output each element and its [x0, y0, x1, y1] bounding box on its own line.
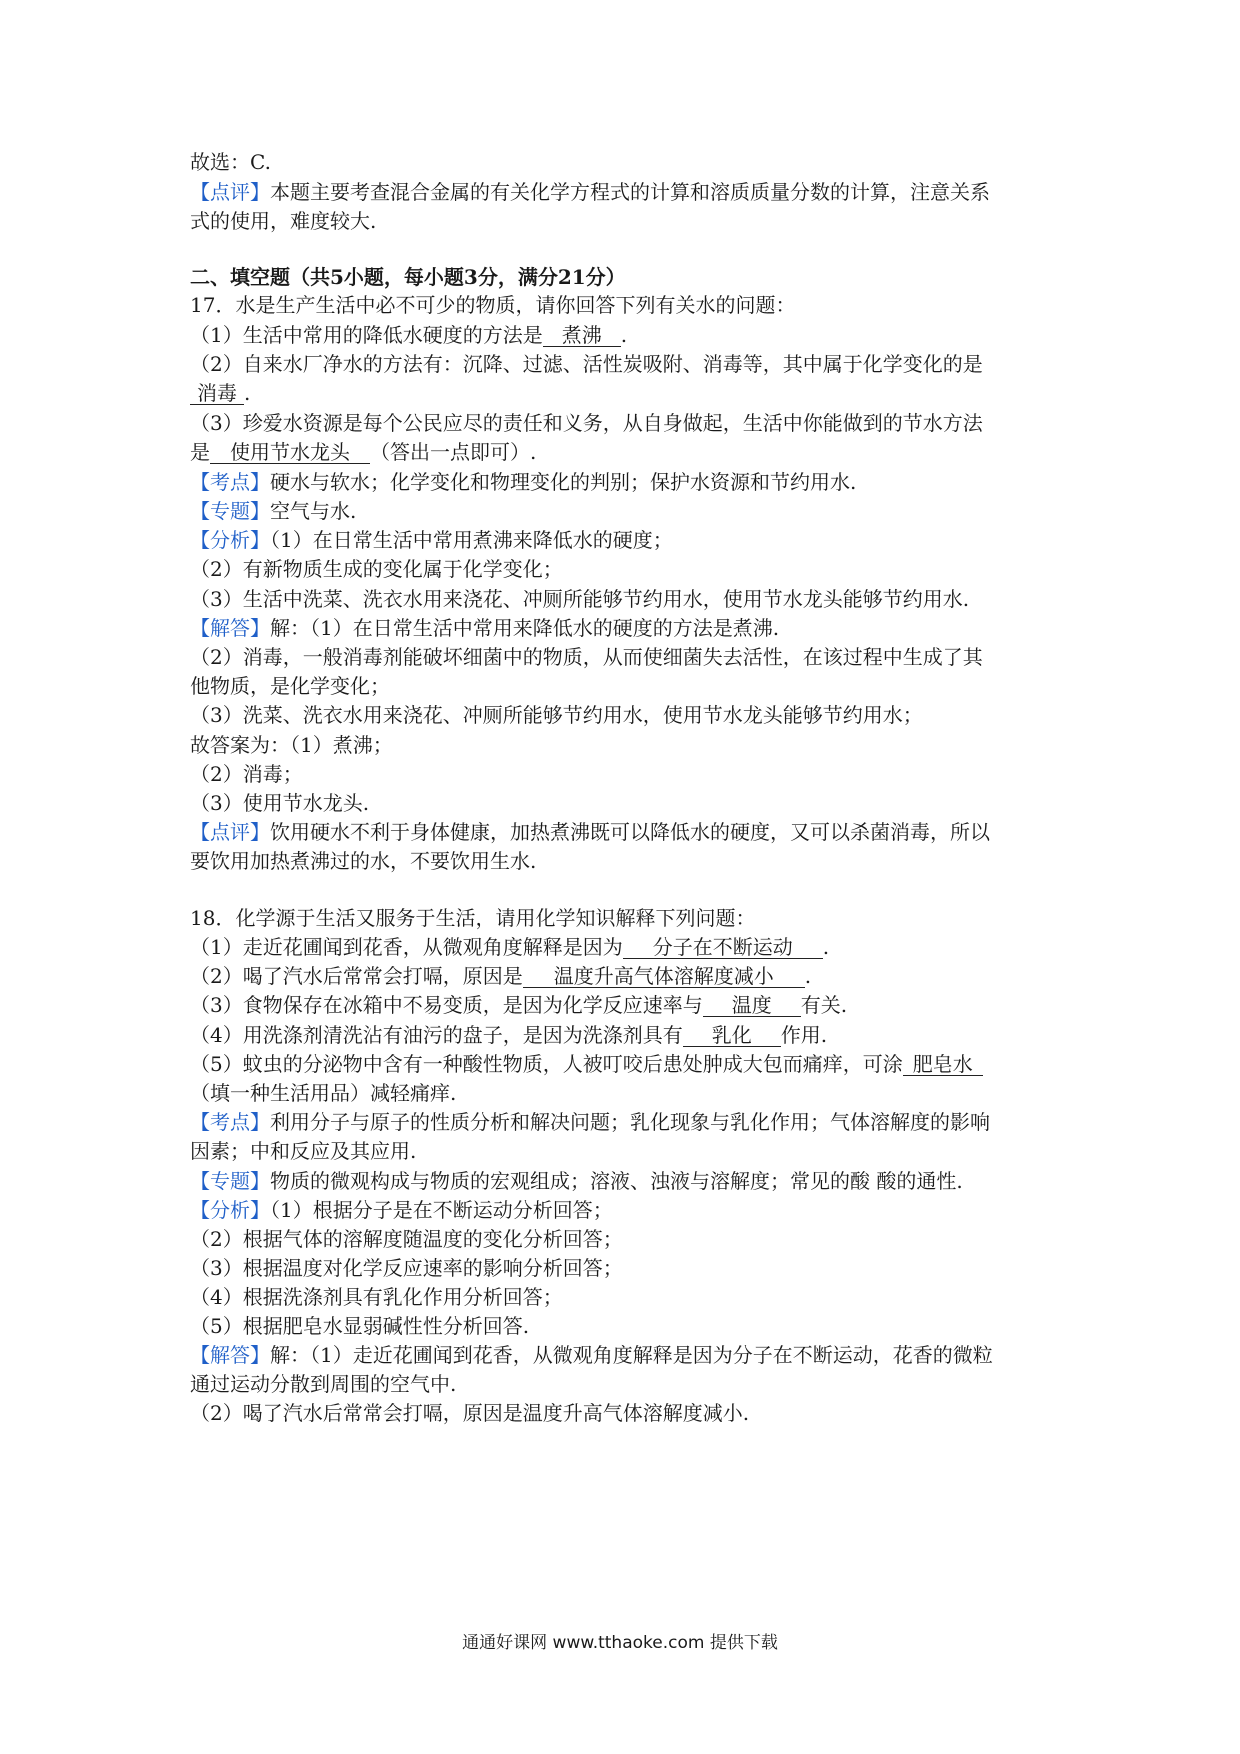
q17-answer-3: （3）使用节水龙头. — [190, 791, 370, 815]
text: . — [804, 964, 812, 988]
text: （2）喝了汽水后常常会打嗝，原因是 — [190, 964, 523, 988]
text: （1）在日常生活中常用煮沸来降低水的硬度； — [270, 528, 673, 552]
q18-stem: 18．化学源于生活又服务于生活，请用化学知识解释下列问题： — [190, 906, 756, 930]
q18-part1 — [190, 935, 1070, 959]
text: . — [244, 381, 251, 405]
text: 利用分子与原子的性质分析和解决问题；乳化现象与乳化作用；气体溶解度的影响 — [270, 1110, 990, 1134]
text: 解：（1）在日常生活中常用来降低水的硬度的方法是煮沸. — [270, 616, 780, 640]
section-title: 二、填空题（共5小题，每小题3分，满分21分） — [190, 265, 626, 289]
q17-kaodian — [190, 470, 1070, 494]
text: （答出一点即可）. — [370, 440, 537, 464]
tag-kaodian: 【考点】 — [190, 470, 270, 494]
text: 饮用硬水不利于身体健康，加热煮沸既可以降低水的硬度，又可以杀菌消毒，所以 — [270, 820, 990, 844]
text: （4）用洗涤剂清洗沾有油污的盘子，是因为洗涤剂具有 — [190, 1023, 683, 1047]
q18-kaodian-2: 因素；中和反应及其应用. — [190, 1139, 417, 1163]
tag-review: 【点评】 — [190, 820, 270, 844]
answer-blank: 使用节水龙头 — [210, 441, 370, 464]
tag-kaodian: 【考点】 — [190, 1110, 270, 1134]
text: . — [620, 323, 628, 347]
q18-part5-line2: （填一种生活用品）减轻痛痒. — [190, 1081, 457, 1105]
q18-part4 — [190, 1023, 1070, 1047]
q17-fenxi-2: （2）有新物质生成的变化属于化学变化； — [190, 557, 563, 581]
q17-jieda-4: （3）洗菜、洗衣水用来浇花、冲厕所能够节约用水，使用节水龙头能够节约用水； — [190, 703, 923, 727]
q17-answer-2: （2）消毒； — [190, 762, 303, 786]
answer-blank: 乳化 — [683, 1024, 781, 1047]
review-intro-line2: 式的使用，难度较大. — [190, 209, 377, 233]
q17-review-2: 要饮用加热煮沸过的水，不要饮用生水. — [190, 849, 537, 873]
answer-choice: 故选：C. — [190, 150, 271, 174]
q18-jieda-2: 通过运动分散到周围的空气中. — [190, 1372, 457, 1396]
tag-fenxi: 【分析】 — [190, 1198, 270, 1222]
page-footer: 通通好课网 www.tthaoke.com 提供下载 — [462, 1633, 778, 1653]
q18-part5-line1 — [190, 1052, 1070, 1076]
answer-blank: 消毒 — [190, 382, 244, 405]
q17-review-1 — [190, 820, 1070, 844]
q18-fenxi-2: （2）根据气体的溶解度随温度的变化分析回答； — [190, 1227, 623, 1251]
q17-part3-line2 — [190, 440, 1070, 464]
text: （1）根据分子是在不断运动分析回答； — [270, 1198, 613, 1222]
q18-fenxi-1 — [190, 1198, 1070, 1222]
text: 硬水与软水；化学变化和物理变化的判别；保护水资源和节约用水. — [270, 470, 857, 494]
answer-blank: 煮沸 — [543, 324, 621, 347]
q18-part2 — [190, 964, 1070, 988]
q17-jieda-2: （2）消毒，一般消毒剂能破坏细菌中的物质，从而使细菌失去活性，在该过程中生成了其 — [190, 645, 983, 669]
q17-stem: 17．水是生产生活中必不可少的物质，请你回答下列有关水的问题： — [190, 293, 796, 317]
tag-zhuanti: 【专题】 — [190, 499, 270, 523]
q17-part3-line1: （3）珍爱水资源是每个公民应尽的责任和义务，从自身做起，生活中你能做到的节水方法 — [190, 411, 983, 435]
text: 是 — [190, 440, 210, 464]
review-intro-line1 — [190, 180, 1070, 204]
tag-jieda: 【解答】 — [190, 616, 270, 640]
q17-part2-line2 — [190, 381, 1070, 405]
text: 空气与水. — [270, 499, 357, 523]
tag-jieda: 【解答】 — [190, 1343, 270, 1367]
text: （3）食物保存在冰箱中不易变质，是因为化学反应速率与 — [190, 993, 703, 1017]
text: 物质的微观构成与物质的宏观组成；溶液、浊液与溶解度；常见的酸 酸的通性. — [270, 1169, 963, 1193]
q17-jieda-3: 他物质，是化学变化； — [190, 674, 390, 698]
text: 有关. — [800, 993, 848, 1017]
text: （5）蚊虫的分泌物中含有一种酸性物质，人被叮咬后患处肿成大包而痛痒，可涂 — [190, 1052, 903, 1076]
q17-fenxi-1 — [190, 528, 1070, 552]
text: 作用. — [780, 1023, 828, 1047]
q18-zhuanti — [190, 1169, 1070, 1193]
q17-zhuanti — [190, 499, 1070, 523]
q17-jieda-1 — [190, 616, 1070, 640]
q17-answer-1: 故答案为：（1）煮沸； — [190, 733, 393, 757]
text: . — [822, 935, 830, 959]
q18-jieda-1 — [190, 1343, 1070, 1367]
q18-jieda-3: （2）喝了汽水后常常会打嗝，原因是温度升高气体溶解度减小. — [190, 1401, 750, 1425]
text: （1）走近花圃闻到花香，从微观角度解释是因为 — [190, 935, 623, 959]
answer-blank: 温度 — [703, 994, 801, 1017]
tag-zhuanti: 【专题】 — [190, 1169, 270, 1193]
answer-blank: 温度升高气体溶解度减小 — [523, 965, 805, 988]
answer-blank: 肥皂水 — [903, 1053, 983, 1076]
q17-fenxi-3: （3）生活中洗菜、洗衣水用来浇花、冲厕所能够节约用水，使用节水龙头能够节约用水. — [190, 587, 970, 611]
tag-review: 【点评】 — [190, 180, 270, 204]
q18-kaodian-1 — [190, 1110, 1070, 1134]
q18-fenxi-5: （5）根据肥皂水显弱碱性性分析回答. — [190, 1314, 530, 1338]
q18-fenxi-3: （3）根据温度对化学反应速率的影响分析回答； — [190, 1256, 623, 1280]
answer-blank: 分子在不断运动 — [623, 936, 823, 959]
text: 本题主要考查混合金属的有关化学方程式的计算和溶质质量分数的计算，注意关系 — [270, 180, 990, 204]
q18-part3 — [190, 993, 1070, 1017]
q17-part1 — [190, 323, 1070, 347]
q17-part2-line1: （2）自来水厂净水的方法有：沉降、过滤、活性炭吸附、消毒等，其中属于化学变化的是 — [190, 352, 983, 376]
tag-fenxi: 【分析】 — [190, 528, 270, 552]
q18-fenxi-4: （4）根据洗涤剂具有乳化作用分析回答； — [190, 1285, 563, 1309]
text: （1）生活中常用的降低水硬度的方法是 — [190, 323, 543, 347]
text: 解：（1）走近花圃闻到花香，从微观角度解释是因为分子在不断运动，花香的微粒 — [270, 1343, 993, 1367]
